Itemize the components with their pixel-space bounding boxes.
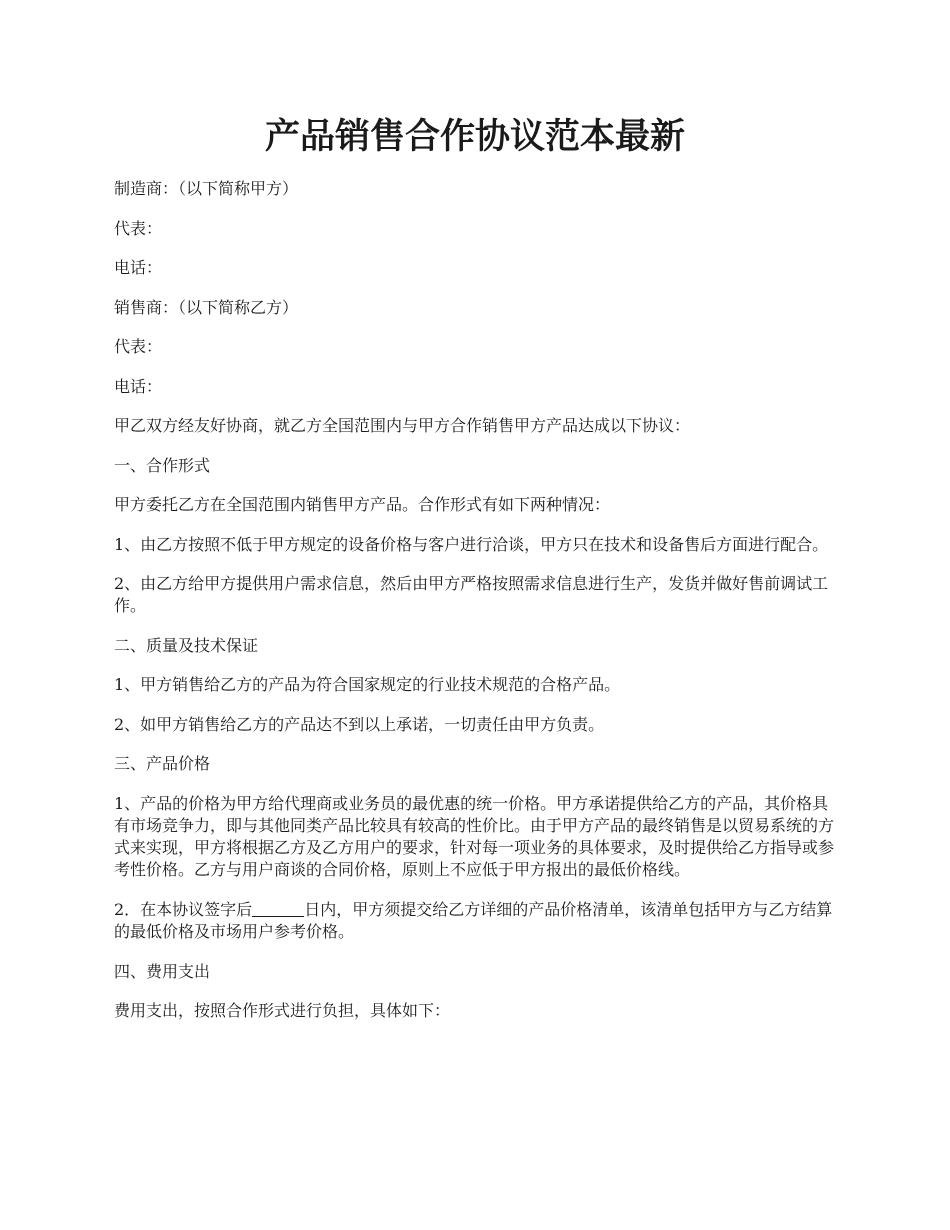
party-b-representative: 代表： xyxy=(114,337,163,356)
section-heading-3: 三、产品价格 xyxy=(114,754,211,773)
party-a-phone: 电话： xyxy=(114,258,163,277)
section-heading-1: 一、合作形式 xyxy=(114,455,211,475)
paragraph: 2、如甲方销售给乙方的产品达不到以上承诺，一切责任由甲方负责。 xyxy=(114,714,605,734)
section-heading-4: 四、费用支出 xyxy=(114,961,211,981)
price-list-text-end: 日内，甲方须提交给乙方详细的产品价格清单，该清单包括甲方与乙方结算的最低价格及市场用户参考价格。 xyxy=(114,900,833,941)
paragraph: 甲方委托乙方在全国范围内销售甲方产品。合作形式有如下两种情况： xyxy=(114,495,611,514)
paragraph-price-list xyxy=(114,898,842,943)
party-b-line: 销售商：（以下简称乙方） xyxy=(114,297,299,317)
document-body xyxy=(114,178,842,1040)
party-a-representative: 代表： xyxy=(114,218,163,238)
paragraph: 费用支出，按照合作形式进行负担，具体如下： xyxy=(114,1001,451,1020)
party-a-line: 制造商：（以下简称甲方） xyxy=(114,179,299,198)
blank-days-field xyxy=(252,898,304,917)
paragraph: 2、由乙方给甲方提供用户需求信息，然后由甲方严格按照需求信息进行生产，发货并做好售前调试工作。 xyxy=(114,574,829,615)
document-title: 产品销售合作协议范本最新 xyxy=(264,116,685,157)
price-list-text-start: 2．在本协议签字后 xyxy=(114,900,253,919)
paragraph: 1、产品的价格为甲方给代理商或业务员的最优惠的统一价格。甲方承诺提供给乙方的产品，其价格具有市场竞争力，即与其他同类产品比较具有较高的性价比。由于甲方产品的最终销售是以贸易系统的方式来实现，甲方将根据乙方及乙方用户的要求，针对每一项业务的具体要求，及时提供给乙方指导或参考性价格。乙方与用户商谈的合同价格，原则上不应低于甲方报出的最低价格线。 xyxy=(114,793,835,879)
paragraph: 1、由乙方按照不低于甲方规定的设备价格与客户进行洽谈，甲方只在技术和设备售后方面进行配合。 xyxy=(114,534,829,554)
intro-paragraph: 甲乙双方经友好协商，就乙方全国范围内与甲方合作销售甲方产品达成以下协议： xyxy=(114,416,691,435)
party-b-phone: 电话： xyxy=(114,376,163,396)
paragraph: 1、甲方销售给乙方的产品为符合国家规定的行业技术规范的合格产品。 xyxy=(114,675,621,694)
section-heading-2: 二、质量及技术保证 xyxy=(114,635,259,655)
